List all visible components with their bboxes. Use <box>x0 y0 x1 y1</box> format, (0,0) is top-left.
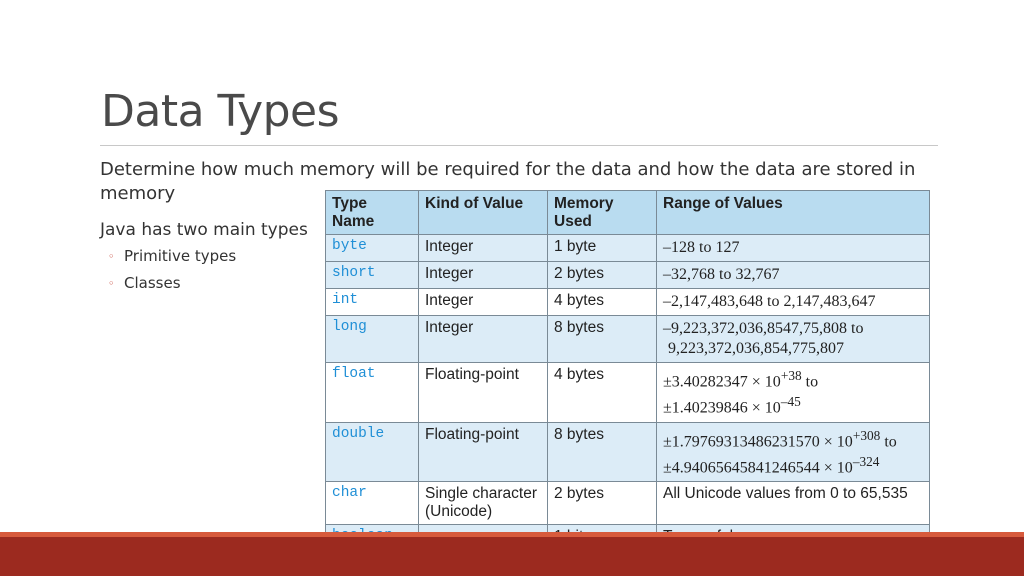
bullet-icon: ◦ <box>108 250 115 263</box>
column-header: Memory Used <box>548 191 657 235</box>
memory-cell: 1 byte <box>548 235 657 262</box>
list-item <box>108 274 236 301</box>
range-base: ±1.79769313486231570 × 10 <box>663 432 853 450</box>
type-name-cell: char <box>326 482 419 525</box>
type-name-cell: double <box>326 422 419 482</box>
table-row <box>326 422 930 482</box>
bullet-icon: ◦ <box>108 277 115 290</box>
range-exponent: –45 <box>780 394 801 410</box>
table-row <box>326 316 930 363</box>
title-divider <box>100 145 938 146</box>
table-row <box>326 262 930 289</box>
kind-cell: Integer <box>419 235 548 262</box>
kind-line: (Unicode) <box>425 503 493 521</box>
intro-text: Determine how much memory will be required for the data and how the data are stored in memory <box>100 159 916 204</box>
kind-cell: Floating-point <box>419 422 548 482</box>
range-cell: All Unicode values from 0 to 65,535 <box>657 482 930 525</box>
type-name-cell: long <box>326 316 419 363</box>
table-row <box>326 482 930 525</box>
type-name-cell: short <box>326 262 419 289</box>
memory-cell: 4 bytes <box>548 363 657 423</box>
list-item <box>108 247 236 274</box>
kind-cell: Integer <box>419 262 548 289</box>
column-header: Range of Values <box>657 191 930 235</box>
bullet-text: Classes <box>124 274 181 292</box>
range-line: –9,223,372,036,8547,75,808 to <box>663 320 864 337</box>
bullet-text: Primitive types <box>124 247 237 265</box>
range-cell: –2,147,483,648 to 2,147,483,647 <box>657 289 930 316</box>
kind-line: Single character <box>425 485 538 503</box>
range-cell <box>657 363 930 423</box>
range-line: 9,223,372,036,854,775,807 <box>668 340 844 357</box>
table-row <box>326 289 930 316</box>
range-cell <box>657 422 930 482</box>
memory-cell: 2 bytes <box>548 262 657 289</box>
bullet-list <box>108 247 236 301</box>
range-line <box>663 452 923 478</box>
section-heading: Java has two main types <box>100 220 308 240</box>
range-exponent: +38 <box>780 368 802 383</box>
range-line <box>663 366 923 392</box>
type-name-cell: byte <box>326 235 419 262</box>
range-exponent: +308 <box>852 427 881 443</box>
memory-cell: 8 bytes <box>548 422 657 482</box>
range-line <box>663 426 923 452</box>
data-types-table <box>325 190 930 550</box>
range-cell: –128 to 127 <box>657 235 930 262</box>
memory-cell: 8 bytes <box>548 316 657 363</box>
memory-cell: 4 bytes <box>548 289 657 316</box>
range-base: ±1.40239846 × 10 <box>663 399 781 417</box>
column-header: Kind of Value <box>419 191 548 235</box>
range-cell: –32,768 to 32,767 <box>657 262 930 289</box>
range-exponent: –324 <box>852 453 880 469</box>
range-base: ±4.94065645841246544 × 10 <box>663 459 853 477</box>
range-tail: to <box>880 432 897 450</box>
range-base: ±3.40282347 × 10 <box>663 373 781 391</box>
slide-title: Data Types <box>101 86 340 137</box>
table-row <box>326 363 930 423</box>
table-row <box>326 235 930 262</box>
footer-bar <box>0 537 1024 576</box>
kind-cell: Floating-point <box>419 363 548 423</box>
kind-cell: Integer <box>419 289 548 316</box>
range-line <box>663 392 923 418</box>
column-header: Type Name <box>326 191 419 235</box>
memory-cell: 2 bytes <box>548 482 657 525</box>
range-cell <box>657 316 930 363</box>
range-tail: to <box>801 373 819 391</box>
table-header-row <box>326 191 930 235</box>
kind-cell: Integer <box>419 316 548 363</box>
type-name-cell: int <box>326 289 419 316</box>
kind-cell <box>419 482 548 525</box>
type-name-cell: float <box>326 363 419 423</box>
